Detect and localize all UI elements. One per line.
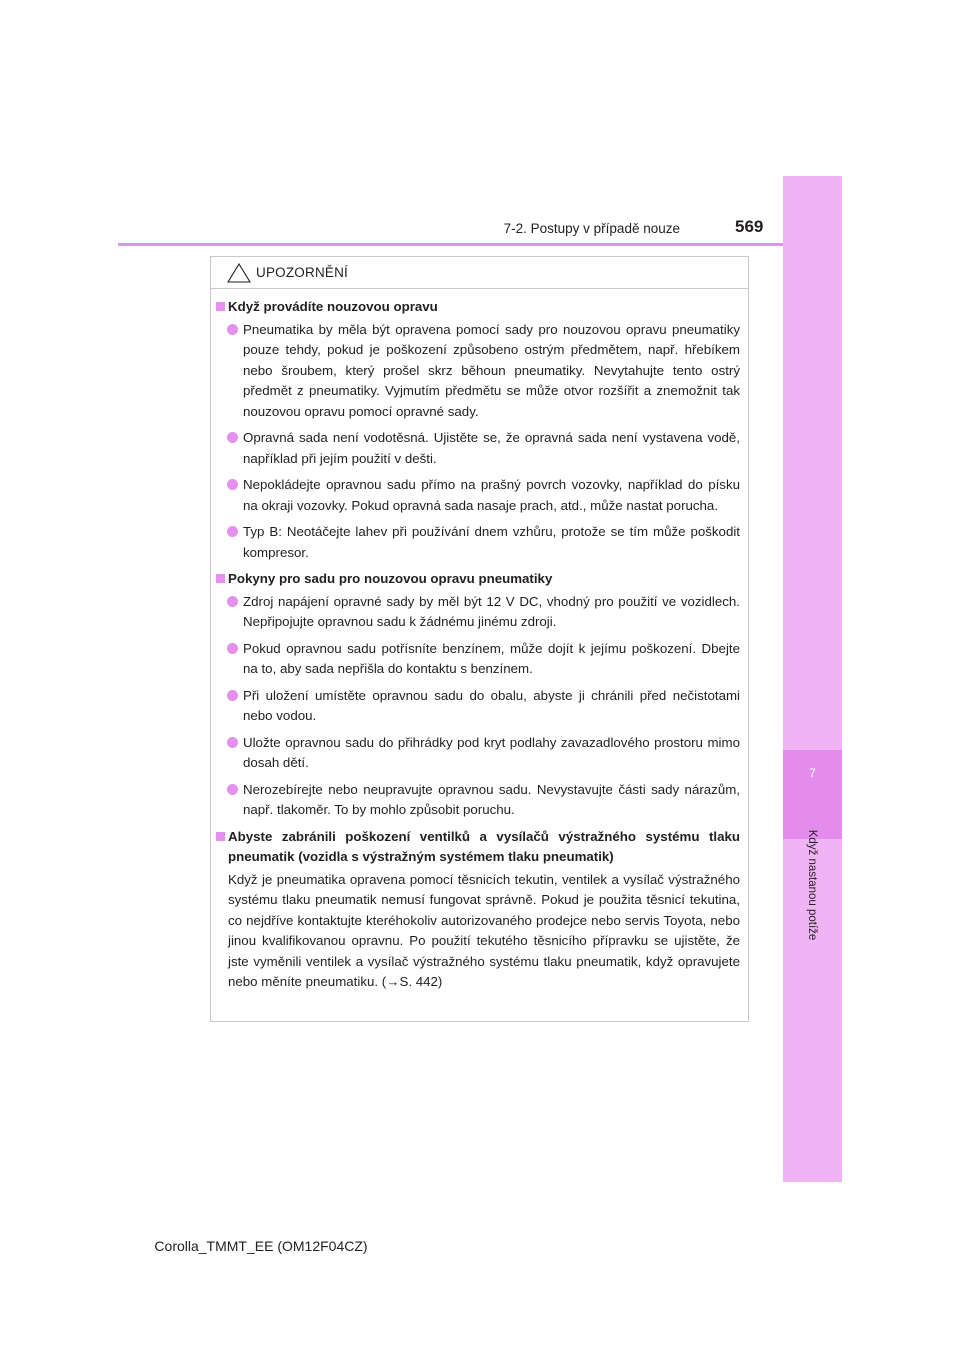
footer-model-code: Corolla_TMMT_EE (OM12F04CZ) [154,1238,368,1254]
section-heading-text: Abyste zabránili poškození ventilků a vysílačů výstražného systému tlaku pneumatik (vozidla s výstražným systémem tlaku pneumatik) [228,828,740,864]
section-heading [211,569,748,590]
bullet-item [211,320,748,423]
bullet-item [211,522,748,563]
caution-content [211,297,748,993]
bullet-text: Nerozebírejte nebo neupravujte opravnou sadu. Nevystavujte části sady nárazům, např. tlakoměr. To by mohlo způsobit poruchu. [243,781,740,817]
bullet-dot-icon [227,737,238,748]
bullet-item [211,475,748,516]
bullet-item [211,733,748,774]
bullet-text: Opravná sada není vodotěsná. Ujistěte se, že opravná sada není vystavena vodě, například při jejím použití v dešti. [243,430,740,466]
bullet-text: Při uložení umístěte opravnou sadu do obalu, abyste ji chránili před nečistotami nebo vodou. [243,687,740,723]
header-rule [118,243,783,246]
caution-header [211,257,748,289]
bullet-text: Uložte opravnou sadu do přihrádky pod kryt podlahy zavazadlového prostoru mimo dosah dětí. [243,734,740,770]
bullet-item [211,592,748,633]
bullet-item [211,639,748,680]
bullet-item [211,686,748,727]
warning-triangle-icon [227,263,251,283]
caution-box [210,256,749,1022]
bullet-dot-icon [227,643,238,654]
bullet-dot-icon [227,479,238,490]
square-bullet-icon [216,302,225,311]
bullet-text: Pneumatika by měla být opravena pomocí sady pro nouzovou opravu pneumatiky pouze tehdy, pokud je poškození způsobeno ostrým předmětem, např. hřebíkem nebo šroubem, který prošel skrz běhoun pneumatiky. Nevytahujte tento ostrý předmět z pneumatiky. Vyjmutím předmětu se může otvor rozšířit a znemožnit tak nouzovou opravu pomocí opravné sady. [243,321,740,419]
section-heading-text: Pokyny pro sadu pro nouzovou opravu pneumatiky [228,571,553,586]
caution-title: UPOZORNĚNÍ [256,265,349,280]
bullet-item [211,780,748,821]
square-bullet-icon [216,574,225,583]
bullet-dot-icon [227,690,238,701]
chapter-label: Když nastanou potíže [806,829,818,941]
section-heading [211,827,748,868]
bullet-dot-icon [227,432,238,443]
bullet-dot-icon [227,596,238,607]
bullet-dot-icon [227,784,238,795]
chapter-number: 7 [809,766,816,780]
bullet-dot-icon [227,526,238,537]
chapter-side-tab [783,176,842,1182]
bullet-text: Typ B: Neotáčejte lahev při používání dnem vzhůru, protože se tím může poškodit kompresor. [243,524,740,560]
bullet-item [211,428,748,469]
section-title: 7-2. Postupy v případě nouze [503,221,680,236]
bullet-text: Pokud opravnou sadu potřísníte benzínem, může dojít k jejímu poškození. Dbejte na to, aby sada nepřišla do kontaktu s benzínem. [243,640,740,676]
page-number: 569 [735,217,764,236]
bullet-dot-icon [227,324,238,335]
section-heading [211,297,748,318]
bullet-text: Nepokládejte opravnou sadu přímo na prašný povrch vozovky, například do písku na okraji vozovky. Pokud opravná sada nasaje prach, atd., může nastat porucha. [243,477,740,513]
section-paragraph: Když je pneumatika opravena pomocí těsnicích tekutin, ventilek a vysílač výstražného systému tlaku pneumatik nemusí fungovat správně. Pokud je použita těsnicí tekutina, co nejdříve kontaktujte kteréhokoliv autorizovaného prodejce nebo servis Toyota, nebo jinou kvalifikovanou opravnu. Po použití tekutého těsnicího přípravku se ujistěte, že jste vyměnili ventilek a vysílač výstražného systému tlaku pneumatik, když opravujete nebo měníte pneumatiku. (→S. 442) [228,871,740,989]
section-heading-text: Když provádíte nouzovou opravu [228,299,438,314]
bullet-text: Zdroj napájení opravné sady by měl být 12 V DC, vhodný pro použití ve vozidlech. Nepřipojujte opravnou sadu k žádnému jinému zdroji. [243,593,740,629]
chapter-number-block [783,750,842,839]
square-bullet-icon [216,832,225,841]
